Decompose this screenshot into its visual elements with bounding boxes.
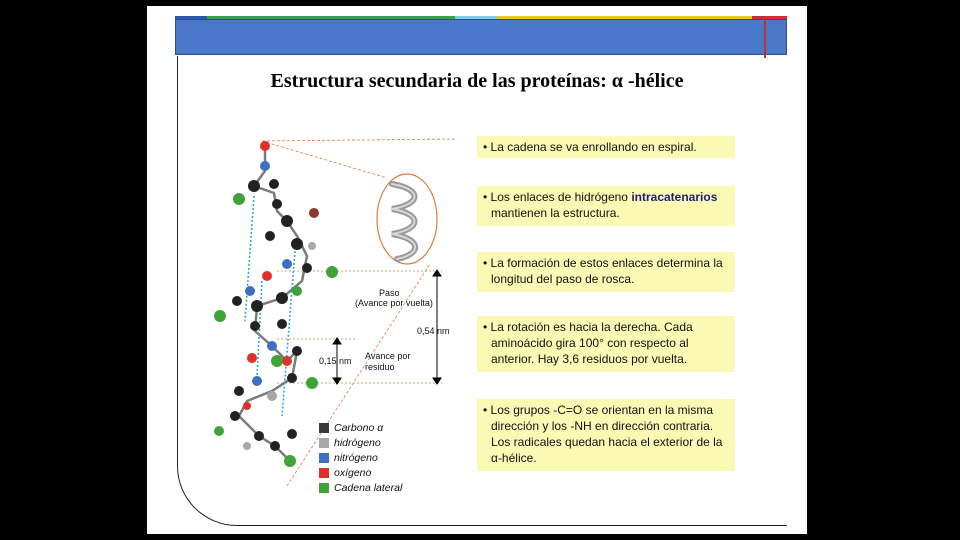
swatch-icon <box>319 438 329 448</box>
paso-label: Paso <box>379 288 400 298</box>
legend-item: nitrógeno <box>319 450 402 465</box>
legend-item: Cadena lateral <box>319 480 402 495</box>
legend-item: Carbono α <box>319 420 402 435</box>
rise-value: 0,15 nm <box>319 356 352 366</box>
swatch-icon <box>319 483 329 493</box>
pitch-value: 0,54 nm <box>417 326 450 336</box>
legend-item: hidrógeno <box>319 435 402 450</box>
bullet-box-5: • Los grupos -C=O se orientan en la misma dirección y los -NH en dirección contraria. Los radicales quedan hacia el exterior de la α-hélice. <box>477 399 735 471</box>
swatch-icon <box>319 423 329 433</box>
paso-sub-label: (Avance por vuelta) <box>355 298 433 308</box>
legend-item: oxígeno <box>319 465 402 480</box>
bullet-box-3: • La formación de estos enlaces determina la longitud del paso de rosca. <box>477 252 735 292</box>
atom-legend <box>319 420 402 495</box>
slide <box>147 6 807 534</box>
slide-title: Estructura secundaria de las proteínas: α -hélice <box>270 70 684 92</box>
swatch-icon <box>319 453 329 463</box>
swatch-icon <box>319 468 329 478</box>
bullet-box-1: • La cadena se va enrollando en espiral. <box>477 136 735 158</box>
residuo-label: residuo <box>365 362 395 372</box>
bullet-box-2: • Los enlaces de hidrógeno intracatenarios mantienen la estructura. <box>477 186 735 226</box>
keyword-intracatenarios: intracatenarios <box>631 190 718 204</box>
avance-label: Avance por <box>365 351 411 361</box>
bullet-box-4: • La rotación es hacia la derecha. Cada aminoácido gira 100° con respecto al anterior. Hay 3,6 residuos por vuelta. <box>477 316 735 372</box>
